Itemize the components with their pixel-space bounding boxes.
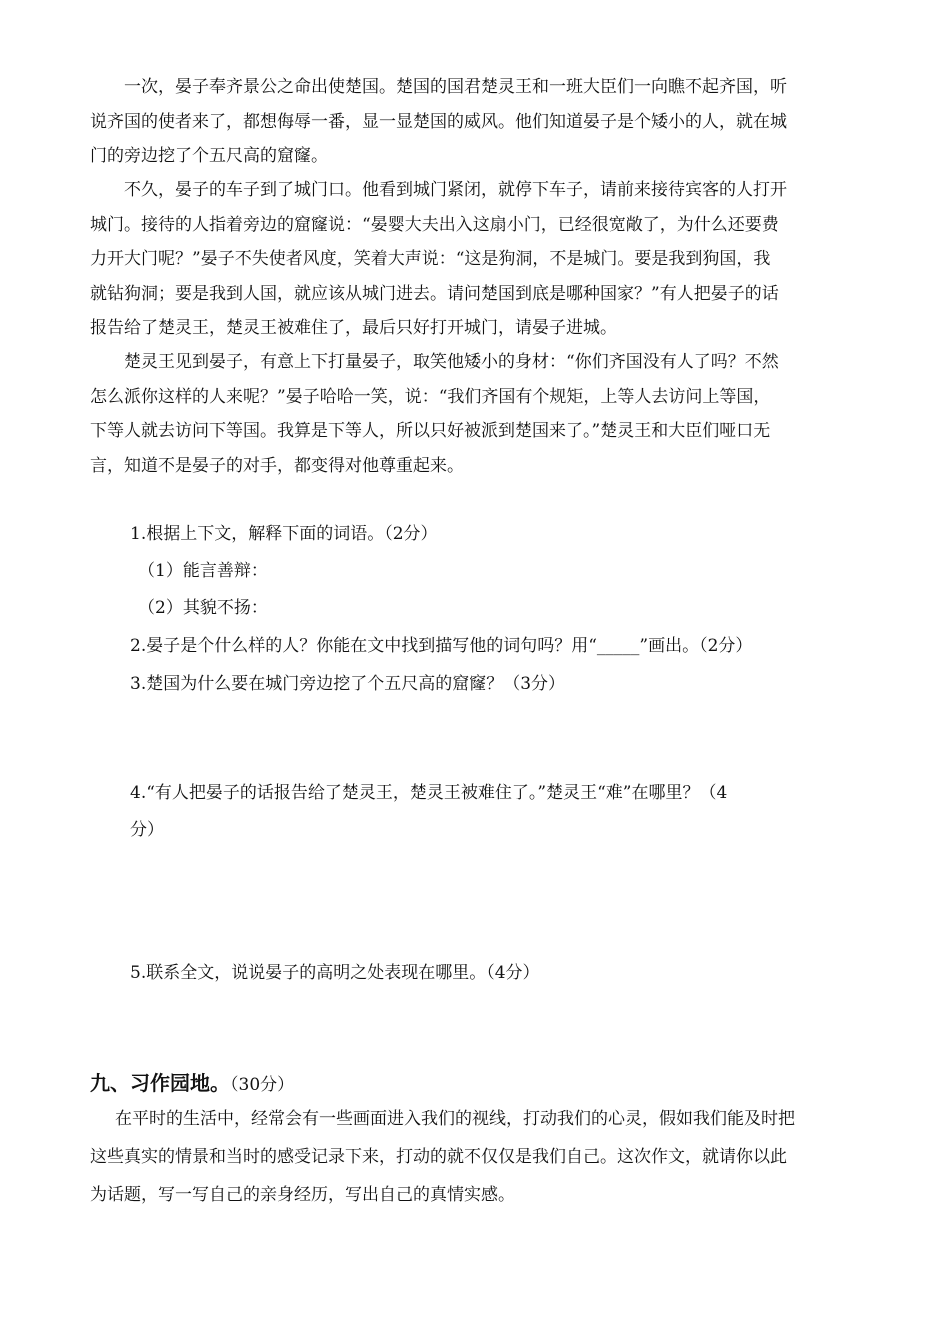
- text-line: 报告给了楚灵王，楚灵王被难住了，最后只好打开城门，请晏子进城。: [90, 318, 617, 338]
- passage-paragraph-3: [90, 345, 880, 483]
- passage-paragraph-2: [90, 173, 880, 346]
- text-line: 就钻狗洞；要是我到人国，就应该从城门进去。请问楚国到底是哪种国家？”有人把晏子的话: [90, 283, 779, 304]
- text-line: 言，知道不是晏子的对手，都变得对他尊重起来。: [90, 455, 464, 476]
- question-2: 2.晏子是个什么样的人？你能在文中找到描写他的词句吗？用“_____”画出。（2分）: [130, 636, 753, 656]
- passage-paragraph-1: [90, 70, 880, 174]
- question-5: 5.联系全文，说说晏子的高明之处表现在哪里。（4分）: [130, 963, 540, 983]
- question-4-line-2: 分）: [130, 820, 164, 840]
- text-line: 在平时的生活中，经常会有一些画面进入我们的视线，打动我们的心灵，假如我们能及时把: [115, 1109, 795, 1129]
- question-4-line-1: 4.“有人把晏子的话报告给了楚灵王，楚灵王被难住了。”楚灵王“难”在哪里？（4: [130, 783, 728, 803]
- text-line: 城门。接待的人指着旁边的窟窿说：“晏婴大夫出入这扇小门，已经很宽敞了，为什么还要费: [90, 214, 779, 235]
- section-9-prompt: [90, 1100, 880, 1214]
- section-9-header: [90, 1068, 294, 1100]
- text-line: 一次，晏子奉齐景公之命出使楚国。楚国的国君楚灵王和一班大臣们一向瞧不起齐国，听: [124, 77, 787, 97]
- text-line: 楚灵王见到晏子，有意上下打量晏子，取笑他矮小的身材：“你们齐国没有人了吗？不然: [124, 352, 779, 372]
- question-1: 1.根据上下文，解释下面的词语。（2分）: [130, 524, 438, 544]
- text-line: 下等人就去访问下等国。我算是下等人，所以只好被派到楚国来了。”楚灵王和大臣们哑口无: [90, 421, 771, 441]
- text-line: 不久，晏子的车子到了城门口。他看到城门紧闭，就停下车子，请前来接待宾客的人打开: [124, 180, 787, 200]
- text-line: 怎么派你这样的人来呢？”晏子哈哈一笑，说：“我们齐国有个规矩，上等人去访问上等国，: [90, 386, 771, 407]
- question-3: 3.楚国为什么要在城门旁边挖了个五尺高的窟窿？（3分）: [130, 674, 566, 694]
- text-line: 力开大门呢？”晏子不失使者风度，笑着大声说：“这是狗洞，不是城门。要是我到狗国，我: [90, 249, 771, 269]
- text-line: 这些真实的情景和当时的感受记录下来，打动的就不仅仅是我们自己。这次作文，就请你以此: [90, 1147, 787, 1167]
- question-1-term-1: （1）能言善辩：: [138, 561, 268, 581]
- text-line: 为话题，写一写自己的亲身经历，写出自己的真情实感。: [90, 1185, 515, 1205]
- section-9-title: 九、习作园地。: [90, 1071, 230, 1095]
- section-9-score: （30分）: [230, 1075, 295, 1095]
- text-line: 门的旁边挖了个五尺高的窟窿。: [90, 146, 328, 166]
- question-1-term-2: （2）其貌不扬：: [138, 598, 268, 618]
- text-line: 说齐国的使者来了，都想侮辱一番，显一显楚国的威风。他们知道晏子是个矮小的人，就在城: [90, 111, 787, 132]
